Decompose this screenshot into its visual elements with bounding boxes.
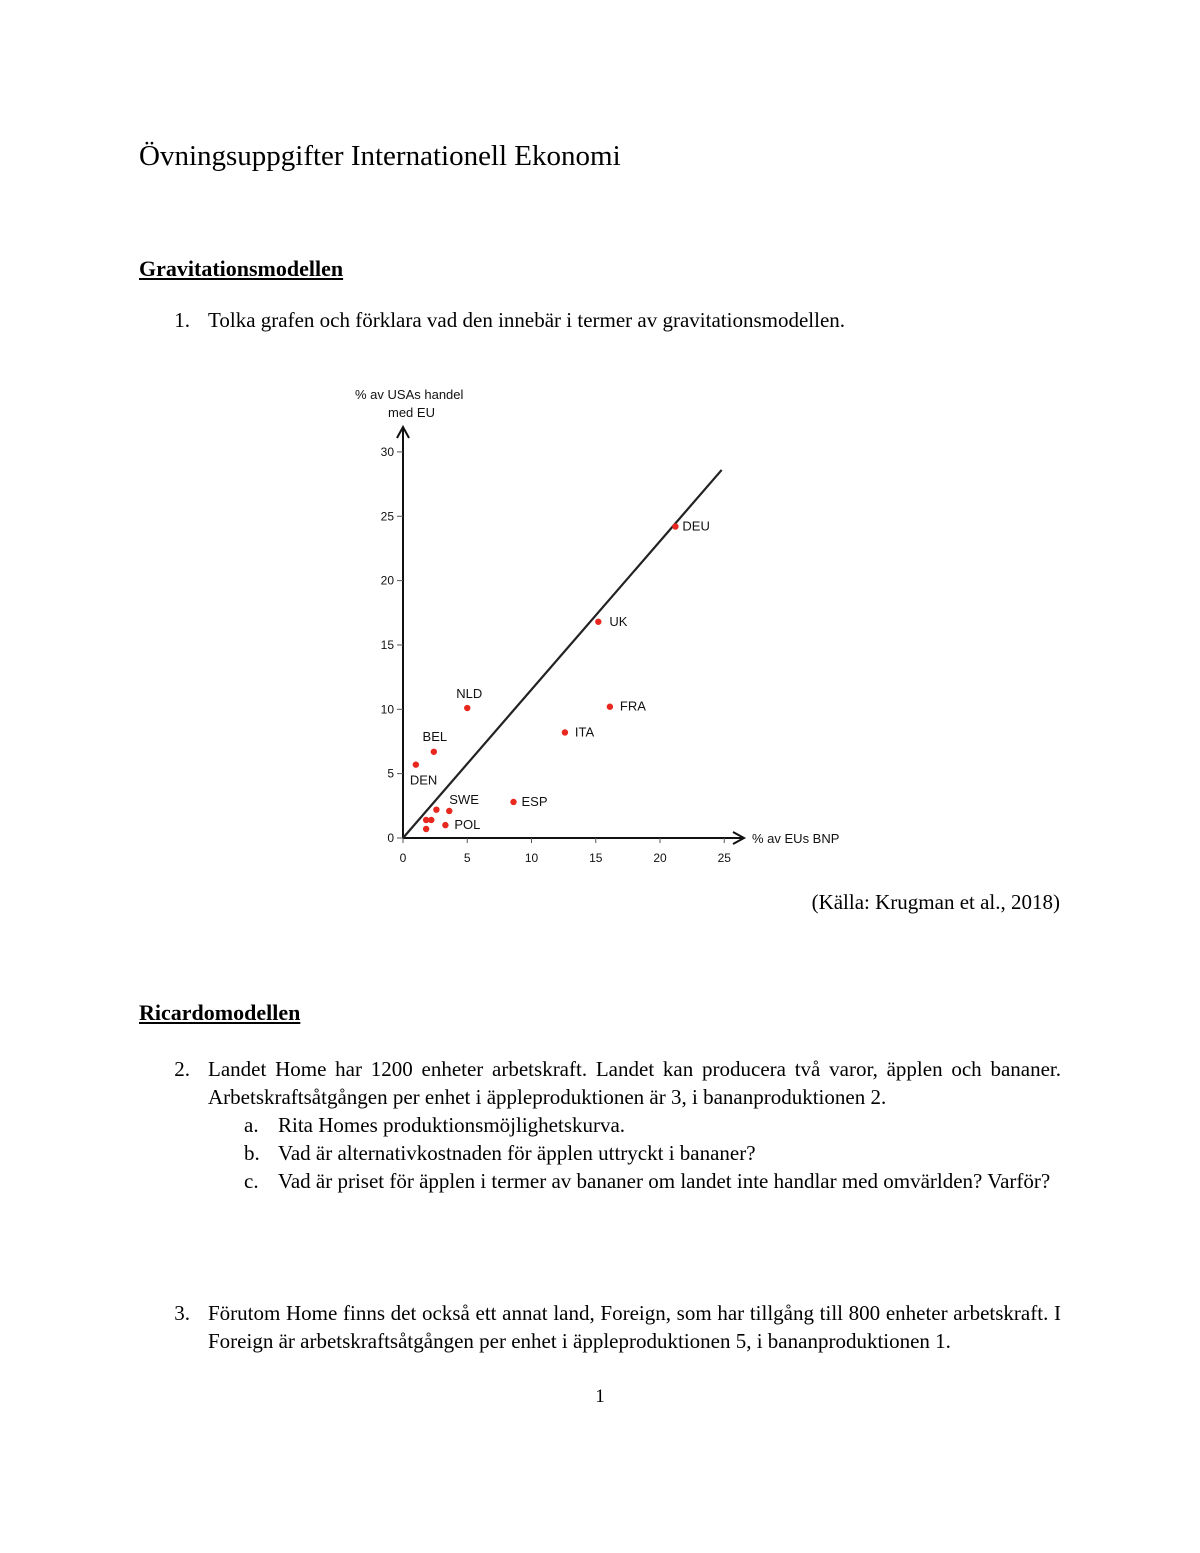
x-axis-label: % av EUs BNP	[752, 831, 840, 846]
subquestion-label: a.	[244, 1113, 259, 1137]
x-tick-label: 15	[589, 851, 603, 865]
question-text: Tolka grafen och förklara vad den innebär i termer av gravitationsmodellen.	[208, 308, 846, 332]
data-points	[410, 519, 710, 833]
y-axis-label-line1: % av USAs handel	[355, 387, 464, 402]
y-axis-label-line2: med EU	[388, 405, 435, 420]
question-number: 1.	[174, 308, 190, 332]
data-label: NLD	[456, 686, 483, 702]
subquestion-text: Vad är alternativkostnaden för äpplen uttryckt i bananer?	[278, 1141, 756, 1165]
data-label: POL	[454, 817, 481, 833]
x-tick-label: 5	[463, 851, 471, 865]
data-point	[607, 704, 613, 710]
y-tick-label: 15	[380, 637, 394, 652]
subquestion-label: c.	[244, 1169, 259, 1193]
data-label: DEU	[682, 518, 710, 534]
y-tick-label: 0	[387, 831, 394, 845]
data-point	[595, 619, 601, 625]
figure-source: (Källa: Krugman et al., 2018)	[811, 890, 1060, 914]
question-number: 2.	[174, 1057, 190, 1081]
data-label: DEN	[409, 772, 438, 788]
data-label: ITA	[574, 724, 595, 740]
data-point	[413, 761, 419, 767]
y-tick-label: 5	[387, 766, 394, 781]
data-label: UK	[609, 613, 628, 629]
y-tick-label: 30	[380, 444, 394, 459]
page-number: 1	[595, 1386, 605, 1407]
gravity-scatter-chart	[340, 380, 860, 880]
question-text: Landet Home har 1200 enheter arbetskraft. Landet kan producera två varor, äpplen och bananer. Arbetskraftsåtgången per enhet i äppleproduktionen är 3, i bananproduktionen 2.	[208, 1057, 1061, 1109]
y-tick-label: 25	[380, 509, 394, 524]
data-point	[442, 822, 448, 828]
subquestion-text: Vad är priset för äpplen i termer av bananer om landet inte handlar med omvärlden? Varför?	[278, 1169, 1051, 1193]
data-point	[510, 799, 516, 805]
section-heading-gravity: Gravitationsmodellen	[139, 256, 344, 281]
question-3	[0, 1299, 1200, 1389]
x-tick-label: 20	[653, 851, 667, 865]
data-point	[423, 826, 429, 832]
subquestion-text: Rita Homes produktionsmöjlighetskurva.	[278, 1113, 626, 1137]
data-point	[464, 705, 470, 711]
x-tick-label: 25	[717, 851, 731, 865]
data-label: BEL	[422, 728, 448, 744]
data-point	[428, 817, 434, 823]
data-label: SWE	[449, 791, 479, 807]
y-tick-label: 20	[380, 573, 394, 588]
subquestion-label: b.	[244, 1141, 260, 1165]
data-point	[672, 523, 678, 529]
section-heading-ricardo: Ricardomodellen	[139, 1000, 301, 1025]
question-2	[0, 1055, 1200, 1225]
y-tick-label: 10	[380, 702, 394, 717]
data-point	[562, 729, 568, 735]
data-point	[446, 808, 452, 814]
x-tick-label: 0	[399, 851, 407, 865]
data-point	[431, 749, 437, 755]
data-point	[433, 806, 439, 812]
question-text: Förutom Home finns det också ett annat land, Foreign, som har tillgång till 800 enheter arbetskraft. I Foreign är arbetskraftsåtgången per enhet i äppleproduktionen 5, i bananproduktionen 1.	[208, 1301, 1061, 1353]
question-1	[0, 306, 1200, 336]
question-number: 3.	[174, 1301, 190, 1325]
x-tick-label: 10	[524, 851, 539, 865]
page-title: Övningsuppgifter Internationell Ekonomi	[139, 140, 621, 172]
data-label: FRA	[619, 698, 646, 714]
data-label: ESP	[521, 793, 548, 809]
